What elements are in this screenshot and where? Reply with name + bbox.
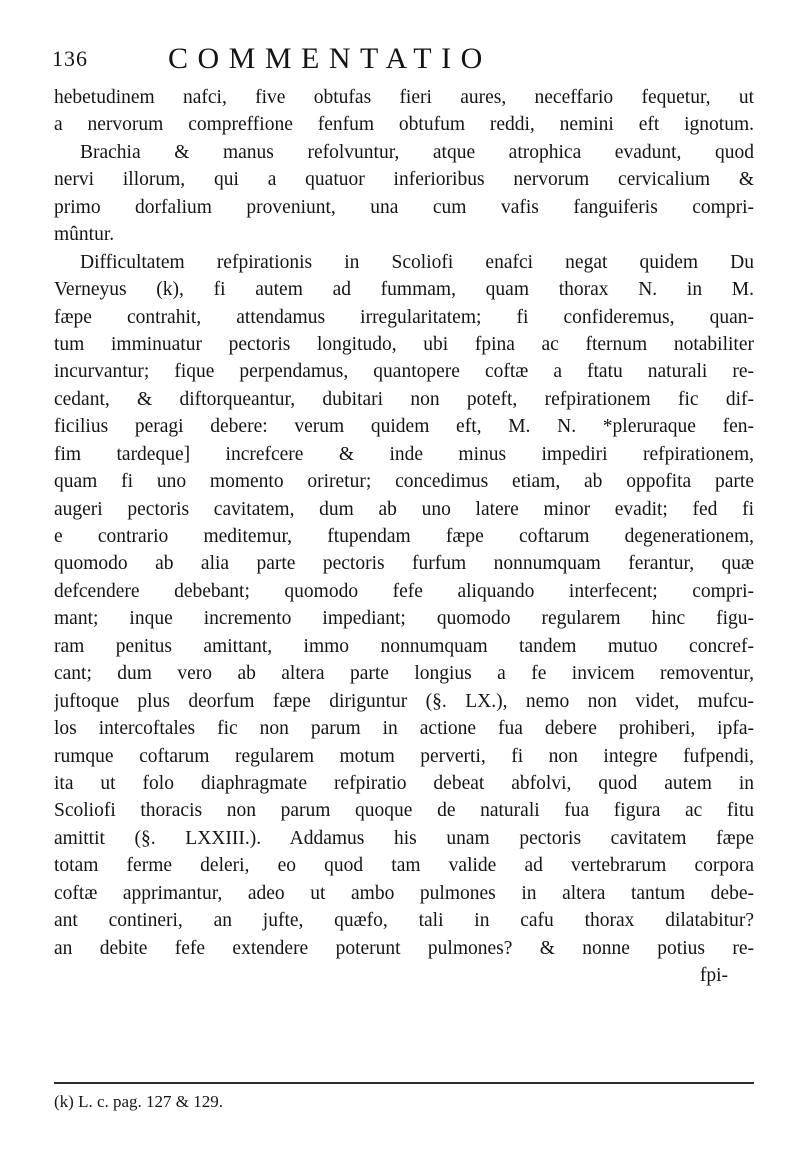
text-line: Brachia & manus refolvuntur, atque atrophica evadunt, quod: [80, 141, 754, 163]
text-line: cedant, & diftorqueantur, dubitari non poteft, refpirationem fic dif-: [54, 388, 754, 410]
running-head: [52, 42, 752, 78]
text-line: ant contineri, an jufte, quæfo, tali in cafu thorax dilatabitur?: [54, 910, 754, 932]
text-line: a nervorum compreffione fenfum obtufum reddi, nemini eft ignotum.: [54, 114, 754, 136]
text-line: totam ferme deleri, eo quod tam valide ad vertebrarum corpora: [54, 855, 754, 877]
text-line: nervi illorum, qui a quatuor inferioribus nervorum cervicalium &: [54, 169, 754, 191]
page-number: 136: [52, 46, 88, 71]
text-line: augeri pectoris cavitatem, dum ab uno latere minor evadit; fed fi: [54, 498, 754, 520]
text-line: quomodo ab alia parte pectoris furfum nonnumquam ferantur, quæ: [54, 553, 754, 575]
text-line: defcendere debebant; quomodo fefe aliquando interfecent; compri-: [54, 580, 754, 602]
body-text: [54, 84, 754, 989]
text-line: amittit (§. LXXIII.). Addamus his unam pectoris cavitatem fæpe: [54, 827, 754, 849]
text-line: primo dorfalium proveniunt, una cum vafis fanguiferis compri-: [54, 196, 754, 218]
text-line: Verneyus (k), fi autem ad fummam, quam thorax N. in M.: [54, 279, 754, 301]
text-line: quam fi uno momento oriretur; concedimus etiam, ab oppofita parte: [54, 471, 754, 493]
text-line: los intercoftales fic non parum in actione fua debere prohiberi, ipfa-: [54, 718, 754, 740]
text-line: fim tardeque] increfcere & inde minus impediri refpirationem,: [54, 443, 754, 465]
text-line: coftæ apprimantur, adeo ut ambo pulmones in altera tantum debe-: [54, 882, 754, 904]
text-line: hebetudinem nafci, five obtufas fieri aures, neceffario fequetur, ut: [54, 87, 754, 108]
catchword: fpi-: [699, 965, 728, 986]
footnote-rule: [54, 1082, 754, 1084]
text-line: ram penitus amittant, immo nonnumquam tandem mutuo concref-: [54, 635, 754, 657]
text-line: incurvantur; fique perpendamus, quantopere coftæ a ftatu naturali re-: [54, 361, 754, 383]
text-line: ficilius peragi debere: verum quidem eft, M. N. *pleruraque fen-: [54, 416, 754, 438]
text-line: mant; inque incremento impediant; quomodo regularem hinc figu-: [54, 608, 754, 630]
text-line: tum imminuatur pectoris longitudo, ubi fpina ac fternum notabiliter: [54, 333, 754, 355]
text-line: an debite fefe extendere poterunt pulmones? & nonne potius re-: [54, 937, 754, 959]
text-line: Difficultatem refpirationis in Scoliofi enafci negat quidem Du: [80, 251, 754, 273]
text-line: Scoliofi thoracis non parum quoque de naturali fua figura ac fitu: [54, 800, 754, 822]
footnote: (k) L. c. pag. 127 & 129.: [54, 1092, 224, 1111]
text-line: rumque coftarum regularem motum perverti, fi non integre fufpendi,: [54, 745, 754, 767]
text-line: ita ut folo diaphragmate refpiratio debeat abfolvi, quod autem in: [54, 772, 754, 794]
text-line: mûntur.: [54, 224, 115, 246]
text-line: e contrario meditemur, ftupendam fæpe coftarum degenerationem,: [54, 526, 754, 547]
text-line: cant; dum vero ab altera parte longius a fe invicem removentur,: [54, 663, 754, 685]
text-line: juftoque plus deorfum fæpe diriguntur (§. LX.), nemo non videt, mufcu-: [54, 690, 754, 712]
text-line: fæpe contrahit, attendamus irregularitatem; fi confideremus, quan-: [54, 306, 754, 328]
running-title: COMMENTATIO: [168, 42, 492, 75]
